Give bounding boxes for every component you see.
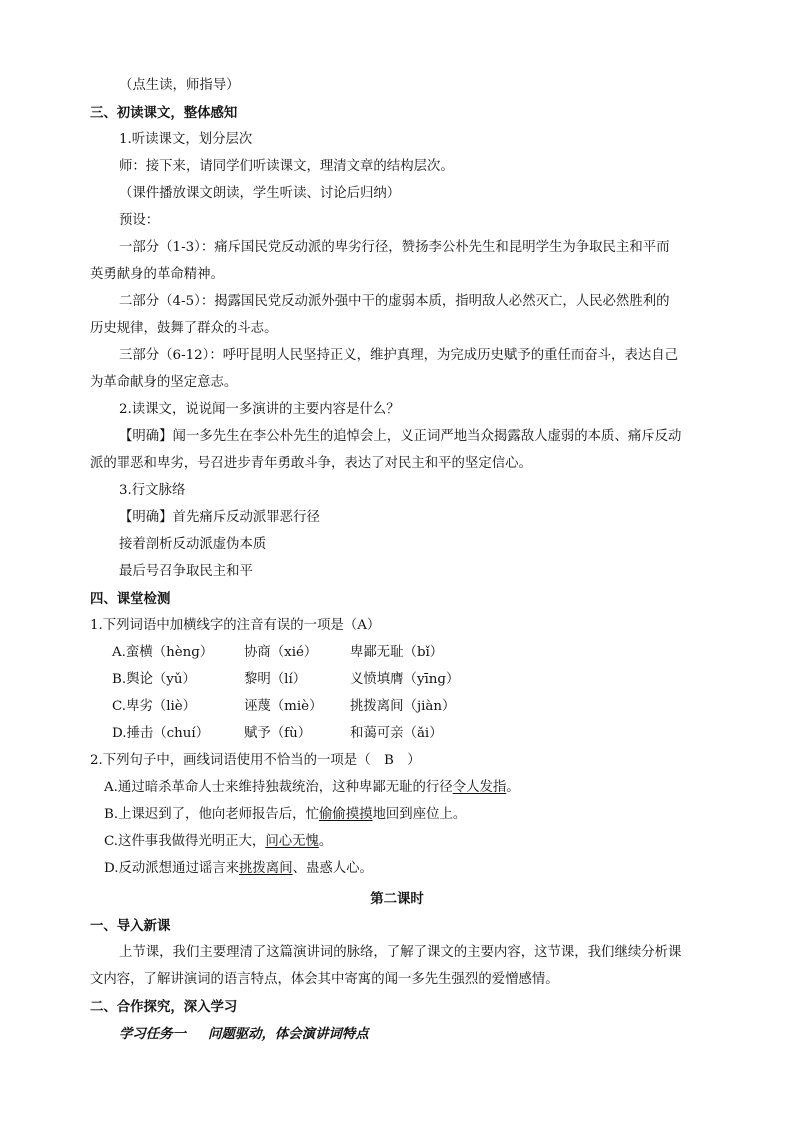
learning-task-1: [119, 1025, 369, 1043]
q1-option-a-col1: A.蛮横（hènɡ）: [112, 645, 214, 660]
q2-option-d-end: 、蛊惑人心。: [292, 861, 373, 876]
q2-option-b-underlined: 偷偷摸摸: [318, 807, 373, 822]
line-instruction: （点生读，师指导）: [119, 78, 240, 93]
q2-option-c: [104, 833, 332, 851]
courseware-note: （课件播放课文朗读，学生听读、讨论后归纳）: [119, 186, 401, 201]
task-1-heading: 1.听读课文，划分层次: [119, 132, 253, 147]
outline-step-2: 接着剖析反动派虚伪本质: [119, 537, 267, 552]
q2-option-d-underlined: 挑拨离间: [239, 861, 293, 876]
q2-option-b-text: B.上课迟到了，他向老师报告后，忙: [104, 807, 319, 822]
clarify-1-line-2: 派的罪恶和卑劣，号召进步青年勇敢斗争，表达了对民主和平的坚定信心。: [90, 456, 532, 471]
q2-option-c-text: C.这件事我做得光明正大，: [104, 834, 266, 849]
section-heading-intro: 一、导入新课: [90, 918, 171, 934]
q1-option-a-col3: 卑鄙无耻（bǐ）: [350, 645, 444, 660]
task-2-heading: 2.读课文，说说闻一多演讲的主要内容是什么？: [119, 402, 400, 417]
section-heading-explore: 二、合作探究，深入学习: [90, 999, 238, 1015]
outline-step-3: 最后号召争取民主和平: [119, 564, 253, 579]
q2-option-b-end: 地回到座位上。: [372, 807, 467, 822]
q1-option-b-col3: 义愤填膺（yīnɡ）: [350, 672, 460, 687]
q2-option-c-underlined: 问心无愧: [265, 834, 319, 849]
section-heading-4: 四、课堂检测: [90, 591, 171, 607]
q2-option-a-end: 。: [506, 780, 520, 795]
q1-option-b-col1: B.舆论（yǔ）: [112, 672, 196, 687]
part-3-line-2: 为革命献身的坚定意志。: [90, 375, 238, 390]
part-2-line-1: 二部分（4-5）：揭露国民党反动派外强中干的虚弱本质，指明敌人必然灭亡，人民必然胜利的: [119, 294, 670, 309]
part-1-line-2: 英勇献身的革命精神。: [90, 267, 224, 282]
q1-option-b-col2: 黎明（lí）: [244, 672, 307, 687]
learning-task-1-title: 问题驱动，体会演讲词特点: [207, 1026, 369, 1042]
q2-option-d: [104, 860, 373, 878]
q2-option-d-text: D.反动派想通过谣言来: [104, 861, 240, 876]
q1-option-c-col3: 挑拨离间（jiàn）: [350, 699, 456, 714]
q1-option-d-col2: 赋予（fù）: [244, 726, 312, 741]
teacher-line: 师：接下来，请同学们听读课文，理清文章的结构层次。: [119, 159, 454, 174]
preset-label: 预设：: [119, 213, 160, 228]
q1-option-d-col3: 和蔼可亲（ǎi）: [350, 726, 443, 741]
question-2-stem: 2.下列句子中，画线词语使用不恰当的一项是（ B ）: [90, 753, 421, 768]
q1-option-c-col1: C.卑劣（liè）: [112, 699, 197, 714]
intro-line-1: 上节课，我们主要理清了这篇演讲词的脉络，了解了课文的主要内容，这节课，我们继续分析课: [119, 945, 682, 960]
q2-option-b: [104, 806, 466, 824]
part-3-line-1: 三部分（6-12）：呼吁昆明人民坚持正义，维护真理，为完成历史赋予的重任而奋斗，表达自己: [119, 348, 679, 363]
intro-line-2: 文内容，了解讲演词的语言特点，体会其中寄寓的闻一多先生强烈的爱憎感情。: [90, 972, 559, 987]
clarify-1-line-1: 【明确】闻一多先生在李公朴先生的追悼会上，义正词严地当众揭露敌人虚弱的本质、痛斥反动: [119, 429, 682, 444]
task-3-heading: 3.行文脉络: [119, 483, 186, 498]
part-1-line-1: 一部分（1-3）：痛斥国民党反动派的卑劣行径，赞扬李公朴先生和昆明学生为争取民主和平而: [119, 240, 670, 255]
part-2-line-2: 历史规律，鼓舞了群众的斗志。: [90, 321, 278, 336]
outline-step-1: 【明确】首先痛斥反动派罪恶行径: [119, 510, 320, 525]
section-heading-3: 三、初读课文，整体感知: [90, 105, 238, 121]
lesson-2-title: 第二课时: [370, 891, 424, 907]
question-1-stem: 1.下列词语中加横线字的注音有误的一项是（A）: [90, 618, 381, 633]
q1-option-c-col2: 诬蔑（miè）: [244, 699, 323, 714]
q2-option-a-underlined: 令人发指: [452, 780, 507, 795]
q1-option-a-col2: 协商（xié）: [244, 645, 318, 660]
q2-option-c-end: 。: [318, 834, 333, 849]
q2-option-a-text: A.通过暗杀革命人士来维持独裁统治，这种卑鄙无耻的行径: [104, 780, 453, 795]
q2-option-a: [104, 779, 520, 797]
q1-option-d-col1: D.捶击（chuí）: [112, 726, 210, 741]
learning-task-1-label: 学习任务一: [119, 1026, 186, 1042]
